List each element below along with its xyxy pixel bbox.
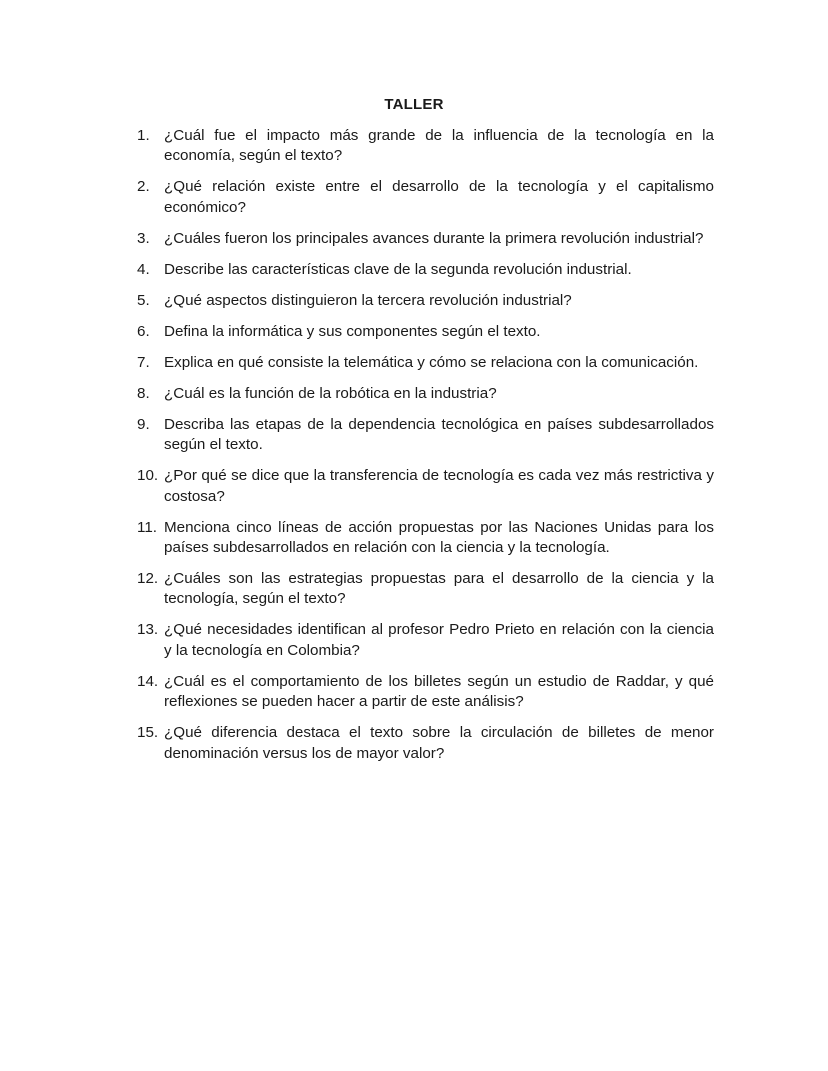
question-item — [137, 672, 714, 713]
question-text: ¿Cuáles son las estrategias propuestas para el desarrollo de la ciencia y la tecnología, según el texto? — [164, 570, 714, 608]
question-item — [137, 229, 714, 249]
question-item — [137, 260, 714, 280]
question-number: 14. — [137, 672, 159, 690]
question-number: 2. — [137, 178, 150, 196]
question-text: Describa las etapas de la dependencia tecnológica en países subdesarrollados según el texto. — [164, 415, 714, 454]
document-title: TALLER — [384, 96, 444, 113]
question-text: Menciona cinco líneas de acción propuestas por las Naciones Unidas para los países subdesarrollados en relación con la ciencia y la tecnología. — [164, 518, 714, 557]
question-number: 15. — [137, 724, 159, 742]
question-item — [137, 518, 714, 559]
question-number: 1. — [137, 127, 150, 144]
question-number: 13. — [137, 621, 159, 639]
question-number: 6. — [137, 322, 150, 340]
question-item — [137, 384, 714, 404]
question-number: 9. — [137, 415, 150, 433]
question-number: 11. — [137, 518, 157, 536]
question-number: 8. — [137, 384, 150, 402]
question-text: ¿Qué necesidades identifican al profesor Pedro Prieto en relación con la ciencia y la tecnología en Colombia? — [164, 621, 714, 659]
question-number: 4. — [137, 260, 150, 278]
question-text: ¿Qué aspectos distinguieron la tercera revolución industrial? — [164, 291, 572, 309]
question-item — [137, 177, 714, 218]
question-number: 7. — [137, 353, 150, 371]
question-text: ¿Qué relación existe entre el desarrollo de la tecnología y el capitalismo económico? — [164, 178, 714, 216]
question-item — [137, 322, 714, 342]
question-text: Explica en qué consiste la telemática y cómo se relaciona con la comunicación. — [164, 353, 699, 371]
question-number: 10. — [137, 467, 159, 485]
question-text: ¿Qué diferencia destaca el texto sobre la circulación de billetes de menor denominación versus los de mayor valor? — [164, 724, 714, 762]
question-item — [137, 291, 714, 311]
question-text: Describe las características clave de la segunda revolución industrial. — [164, 260, 632, 278]
question-number: 12. — [137, 570, 159, 588]
question-text: Defina la informática y sus componentes según el texto. — [164, 322, 541, 340]
question-number: 3. — [137, 229, 150, 247]
question-text: ¿Cuáles fueron los principales avances durante la primera revolución industrial? — [164, 229, 704, 247]
question-text: ¿Cuál fue el impacto más grande de la influencia de la tecnología en la economía, según el texto? — [164, 127, 714, 165]
question-text: ¿Por qué se dice que la transferencia de tecnología es cada vez más restrictiva y costosa? — [164, 467, 714, 505]
question-item — [137, 723, 714, 764]
question-item — [137, 126, 714, 167]
question-number: 5. — [137, 291, 150, 309]
question-text: ¿Cuál es el comportamiento de los billetes según un estudio de Raddar, y qué reflexiones se pueden hacer a partir de este análisis? — [164, 672, 714, 711]
question-item — [137, 353, 714, 373]
question-item — [137, 415, 714, 456]
question-list — [137, 126, 714, 775]
question-item — [137, 569, 714, 610]
question-text: ¿Cuál es la función de la robótica en la industria? — [164, 384, 497, 402]
question-item — [137, 466, 714, 507]
question-item — [137, 620, 714, 661]
